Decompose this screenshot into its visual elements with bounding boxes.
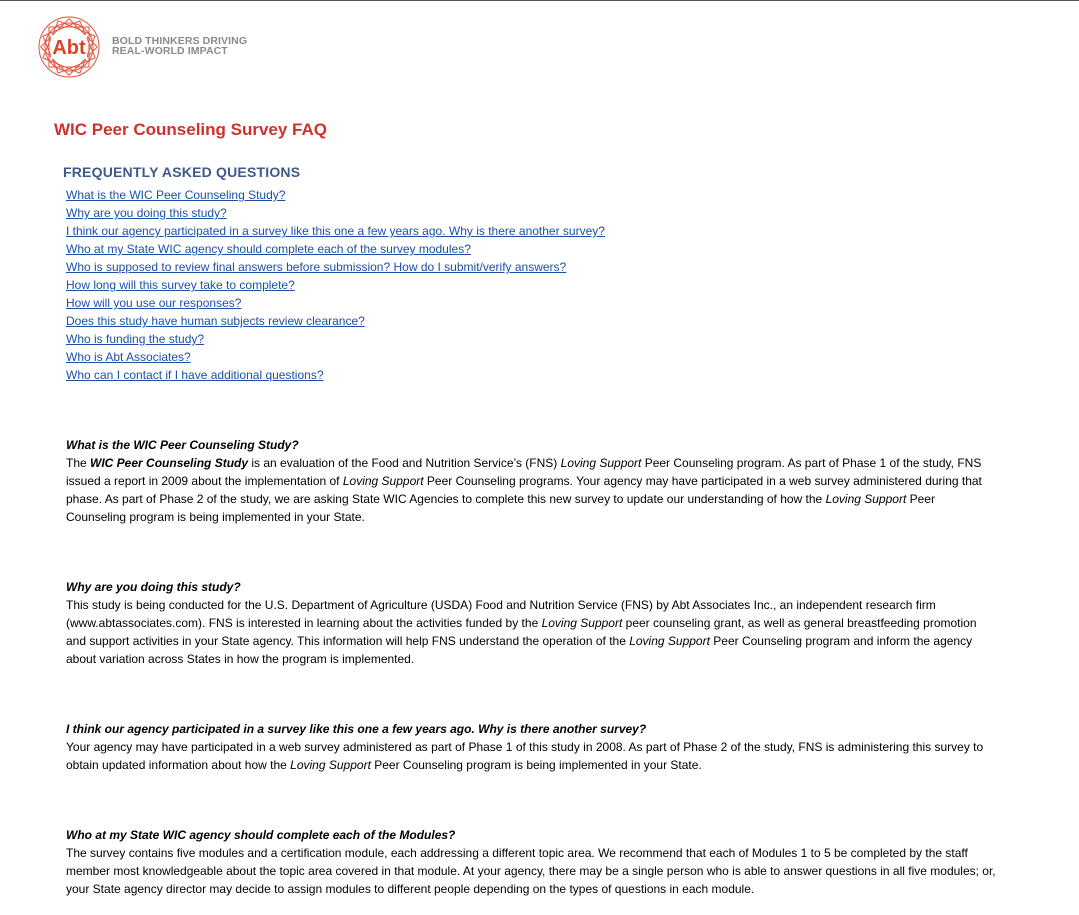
faq-link-contact[interactable]: Who can I contact if I have additional questions?: [66, 368, 324, 382]
faq-heading: FREQUENTLY ASKED QUESTIONS: [63, 164, 301, 180]
top-border: [0, 0, 1079, 1]
answer-text-segment: Peer Counseling program and inform the agency about variation across States in how the program is implemented.: [66, 634, 973, 666]
emphasis-program-name: Loving Support: [825, 492, 907, 506]
faq-answer-text: [66, 596, 996, 668]
emphasis-program-name: Loving Support: [560, 456, 642, 470]
faq-link-review-submit[interactable]: Who is supposed to review final answers before submission? How do I submit/verify answers?: [66, 260, 567, 274]
faq-answer-question: What is the WIC Peer Counseling Study?: [66, 438, 299, 452]
faq-answer-question: Why are you doing this study?: [66, 580, 241, 594]
emphasis-program-name: Loving Support: [541, 616, 623, 630]
answer-text-segment: Peer Counseling program is being implemented in your State.: [370, 758, 702, 772]
answer-text-segment: The: [66, 456, 91, 470]
faq-link-another-survey[interactable]: I think our agency participated in a survey like this one a few years ago. Why is there another survey?: [66, 224, 605, 238]
logo-tagline: [112, 36, 247, 56]
faq-answer-what-is-study: [66, 436, 996, 526]
faq-answer-another-survey: [66, 720, 996, 774]
emphasis-program-name: Loving Support: [342, 474, 424, 488]
faq-answer-question: Who at my State WIC agency should complete each of the Modules?: [66, 828, 456, 842]
answer-text-segment: Your agency may have participated in a web survey administered as part of Phase 1 of this study in 2008. As part of Phase 2 of the study, FNS is administering this survey to obtain updated information about how the: [66, 740, 984, 772]
abt-logo[interactable]: [34, 13, 254, 83]
faq-answer-text: [66, 454, 996, 526]
answer-text-segment: The survey contains five modules and a certification module, each addressing a different topic area. We recommend that each of Modules 1 to 5 be completed by the staff member most knowledgeable about the topic area covered in that module. At your agency, there may be a single person who is able to answer questions in all five modules; or, your State agency director may decide to assign modules to different people depending on the types of questions in each module.: [66, 846, 996, 896]
svg-text:Abt: Abt: [52, 37, 86, 59]
faq-link-human-subjects[interactable]: Does this study have human subjects review clearance?: [66, 314, 365, 328]
faq-link-how-long[interactable]: How long will this survey take to complete?: [66, 278, 295, 292]
faq-link-funding[interactable]: Who is funding the study?: [66, 332, 205, 346]
faq-link-who-completes[interactable]: Who at my State WIC agency should complete each of the survey modules?: [66, 242, 471, 256]
emphasis-program-name: Loving Support: [629, 634, 710, 648]
answer-text-segment: peer counseling grant, as well as general breastfeeding promotion and support activities in your State agency. This information will help FNS understand the operation of the: [66, 616, 977, 648]
faq-answer-why-study: [66, 578, 996, 668]
faq-answer-who-completes: [66, 826, 996, 898]
faq-link-what-is-study[interactable]: What is the WIC Peer Counseling Study?: [66, 188, 286, 202]
tagline-line-2: REAL-WORLD IMPACT: [112, 45, 228, 57]
emphasis-program-name: Loving Support: [290, 758, 371, 772]
answer-text-segment: Peer Counseling programs. Your agency may have participated in a web survey administered during that phase. As part of Phase 2 of the study, we are asking State WIC Agencies to complete this new survey to update our understanding of how the: [66, 474, 982, 506]
answer-text-segment: is an evaluation of the Food and Nutrition Service’s (FNS): [248, 456, 561, 470]
emphasis-study-name: WIC Peer Counseling Study: [90, 456, 249, 470]
answer-text-segment: Peer Counseling program. As part of Phase 1 of the study, FNS issued a report in 2009 about the implementation of: [66, 456, 982, 488]
faq-answer-text: [66, 738, 996, 774]
answer-text-segment: Peer Counseling program is being implemented in your State.: [66, 492, 935, 524]
tagline-line-1: BOLD THINKERS DRIVING: [112, 35, 248, 47]
faq-link-use-responses[interactable]: How will you use our responses?: [66, 296, 242, 310]
faq-answer-text: [66, 844, 996, 898]
page-title: WIC Peer Counseling Survey FAQ: [54, 120, 328, 139]
faq-link-list: [66, 186, 605, 384]
abt-logo-icon: [34, 13, 104, 83]
faq-link-why-study[interactable]: Why are you doing this study?: [66, 206, 227, 220]
faq-link-who-is-abt[interactable]: Who is Abt Associates?: [66, 350, 191, 364]
faq-answer-question: I think our agency participated in a survey like this one a few years ago. Why is there another survey?: [66, 722, 647, 736]
answer-text-segment: This study is being conducted for the U.S. Department of Agriculture (USDA) Food and Nutrition Service (FNS) by Abt Associates Inc., an independent research firm (www.abtassociates.com). FNS is interested in learning about the activities funded by the: [66, 598, 936, 630]
